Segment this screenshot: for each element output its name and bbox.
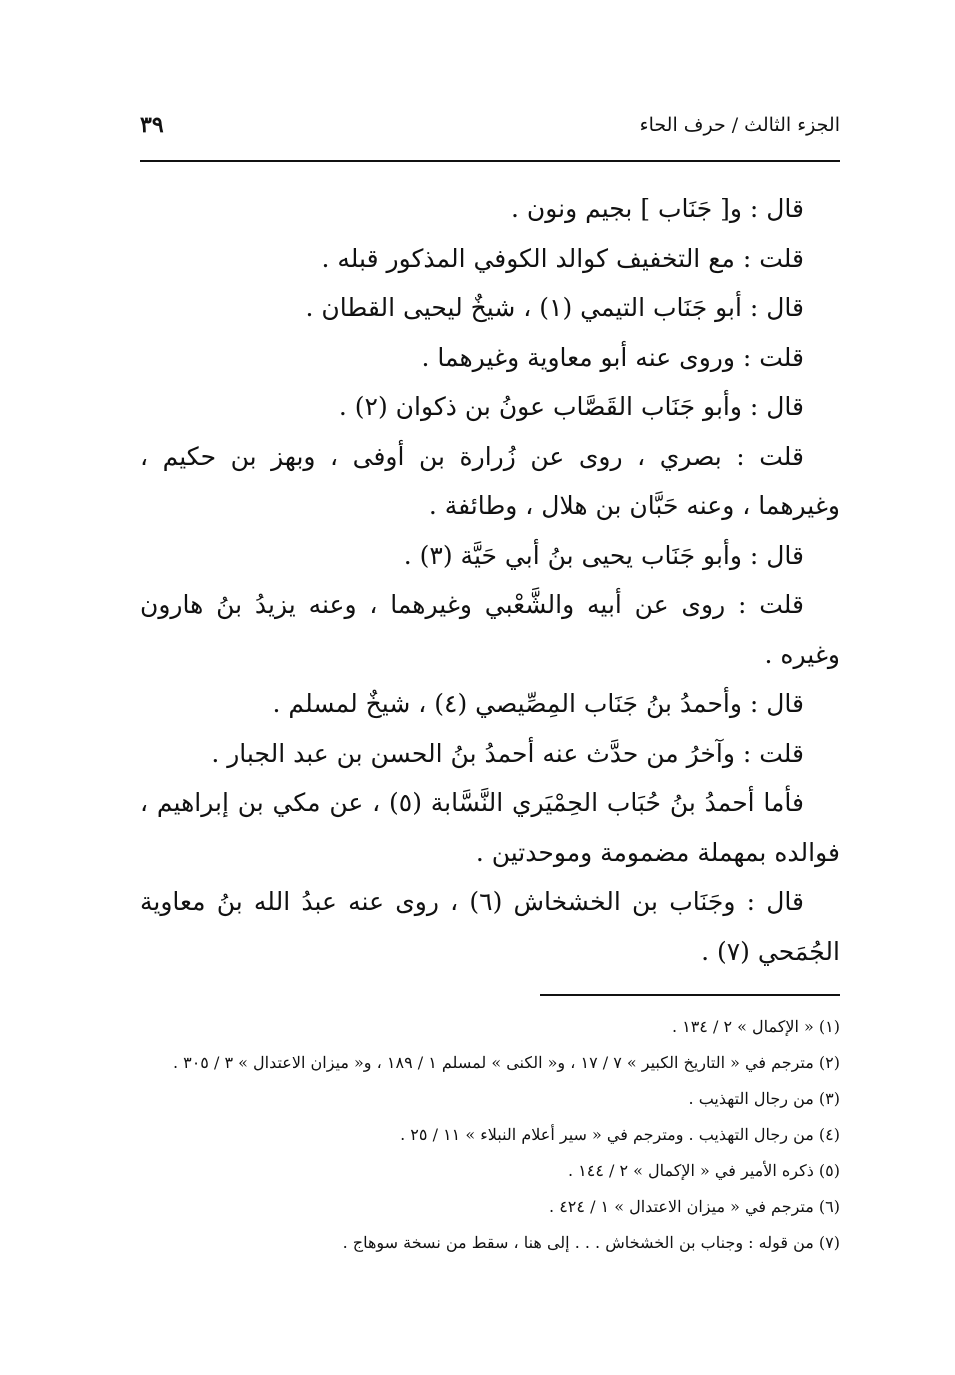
footnotes (140, 1012, 840, 1264)
paragraph: قلت : بصري ، روى عن زُرارة بن أوفى ، وبهز بن حكيم ، وغيرهما ، وعنه حَبَّان بن هلال ، وطائفة . (140, 441, 840, 520)
paragraph: قلت : وآخرُ من حدَّث عنه أحمدُ بنُ الحسن بن عبد الجبار . (211, 738, 804, 768)
page-header (140, 108, 840, 148)
footnote: (٥) ذكره الأمير في « الإكمال » ٢ / ١٤٤ . (567, 1161, 840, 1180)
footnote: (٣) من رجال التهذيب . (688, 1089, 840, 1108)
paragraph: قال : و[ جَنَاب ] بجيم ونون . (510, 194, 804, 223)
page-number: ٣٩ (140, 112, 164, 138)
footnote-rule (540, 994, 840, 996)
footnote: (٦) مترجم في « ميزان الاعتدال » ١ / ٤٢٤ . (549, 1197, 840, 1216)
paragraph: قلت : روى عن أبيه والشَّعْبي وغيرهما ، وعنه يزيدُ بنُ هارون وغيره . (140, 590, 840, 669)
paragraph: قال : أبو جَنَاب التيمي (١) ، شيخٌ ليحيى القطان . (305, 293, 804, 322)
footnote: (٧) من قوله : وجناب بن الخشخاش . . . إلى هنا ، سقط من نسخة سوهاج . (342, 1233, 840, 1252)
paragraph: قال : وأبو جَنَاب يحيى بنُ أبي حَيَّة (٣) . (403, 540, 804, 570)
paragraph: قلت : مع التخفيف كوالد الكوفي المذكور قبله . (321, 243, 804, 273)
main-text (140, 184, 840, 976)
paragraph: فأما أحمدُ بنُ حُبَاب الحِمْيَري النَّسَّابة (٥) ، عن مكي بن إبراهيم ، فوالده بمهملة مضمومة وموحدتين . (140, 788, 840, 867)
paragraph: قلت : وروى عنه أبو معاوية وغيرهما . (421, 342, 804, 372)
running-title: الجزء الثالث / حرف الحاء (639, 114, 840, 136)
paragraph: قال : وأحمدُ بنُ جَنَاب المِصِّيصي (٤) ، شيخٌ لمسلم . (272, 689, 804, 718)
paragraph: قال : وجَنَاب بن الخشخاش (٦) ، روى عنه عبدُ الله بنُ معاوية الجُمَحي (٧) . (140, 887, 840, 966)
footnote: (٢) مترجم في « التاريخ الكبير » ٧ / ١٧ ، و« الكنى » لمسلم ١ / ١٨٩ ، و« ميزان الاعتدال » ٣ / ٣٠٥ . (172, 1053, 840, 1072)
header-rule (140, 160, 840, 162)
footnote: (٤) من رجال التهذيب . ومترجم في « سير أعلام النبلاء » ١١ / ٢٥ . (400, 1125, 840, 1144)
footnote: (١) « الإكمال » ٢ / ١٣٤ . (671, 1017, 840, 1036)
paragraph: قال : وأبو جَنَاب القَصَّاب عونُ بن ذكوان (٢) . (338, 392, 804, 421)
